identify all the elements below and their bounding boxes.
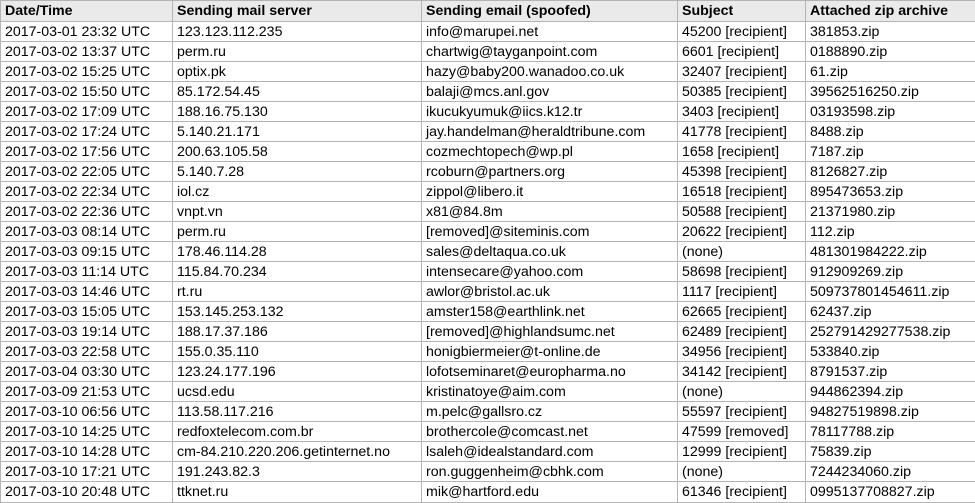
cell-subject: 3403 [recipient] — [678, 102, 806, 122]
cell-subject: 47599 [removed] — [678, 422, 806, 442]
cell-sending-email: honigbiermeier@t-online.de — [422, 342, 678, 362]
cell-zip-archive: 944862394.zip — [806, 382, 975, 402]
cell-mail-server: ttknet.ru — [173, 482, 422, 503]
cell-mail-server: 123.123.112.235 — [173, 22, 422, 42]
table-row — [1, 142, 975, 162]
cell-mail-server: optix.pk — [173, 62, 422, 82]
cell-mail-server: 188.17.37.186 — [173, 322, 422, 342]
cell-sending-email: [removed]@highlandsumc.net — [422, 322, 678, 342]
table-row — [1, 262, 975, 282]
cell-mail-server: 115.84.70.234 — [173, 262, 422, 282]
cell-date-time: 2017-03-02 22:05 UTC — [1, 162, 173, 182]
cell-date-time: 2017-03-04 03:30 UTC — [1, 362, 173, 382]
cell-date-time: 2017-03-09 21:53 UTC — [1, 382, 173, 402]
cell-date-time: 2017-03-10 06:56 UTC — [1, 402, 173, 422]
cell-subject: 6601 [recipient] — [678, 42, 806, 62]
cell-subject: 34956 [recipient] — [678, 342, 806, 362]
table-header — [1, 1, 975, 22]
cell-date-time: 2017-03-02 17:56 UTC — [1, 142, 173, 162]
cell-subject: 1117 [recipient] — [678, 282, 806, 302]
cell-zip-archive: 912909269.zip — [806, 262, 975, 282]
table-row — [1, 242, 975, 262]
header-attached-zip: Attached zip archive — [806, 1, 975, 22]
cell-subject: 55597 [recipient] — [678, 402, 806, 422]
cell-sending-email: mik@hartford.edu — [422, 482, 678, 503]
cell-mail-server: rt.ru — [173, 282, 422, 302]
cell-mail-server: 5.140.21.171 — [173, 122, 422, 142]
cell-zip-archive: 895473653.zip — [806, 182, 975, 202]
cell-zip-archive: 533840.zip — [806, 342, 975, 362]
cell-sending-email: sales@deltaqua.co.uk — [422, 242, 678, 262]
cell-sending-email: amster158@earthlink.net — [422, 302, 678, 322]
cell-subject: 34142 [recipient] — [678, 362, 806, 382]
cell-zip-archive: 0995137708827.zip — [806, 482, 975, 503]
cell-date-time: 2017-03-03 14:46 UTC — [1, 282, 173, 302]
table-row — [1, 442, 975, 462]
cell-mail-server: perm.ru — [173, 42, 422, 62]
cell-mail-server: 5.140.7.28 — [173, 162, 422, 182]
cell-date-time: 2017-03-03 09:15 UTC — [1, 242, 173, 262]
cell-zip-archive: 75839.zip — [806, 442, 975, 462]
cell-subject: (none) — [678, 242, 806, 262]
cell-zip-archive: 94827519898.zip — [806, 402, 975, 422]
cell-date-time: 2017-03-10 14:28 UTC — [1, 442, 173, 462]
header-sending-mail-server: Sending mail server — [173, 1, 422, 22]
cell-sending-email: info@marupei.net — [422, 22, 678, 42]
cell-mail-server: 155.0.35.110 — [173, 342, 422, 362]
cell-sending-email: m.pelc@gallsro.cz — [422, 402, 678, 422]
cell-zip-archive: 7187.zip — [806, 142, 975, 162]
table-row — [1, 82, 975, 102]
cell-zip-archive: 21371980.zip — [806, 202, 975, 222]
cell-sending-email: ikucukyumuk@iics.k12.tr — [422, 102, 678, 122]
table-row — [1, 182, 975, 202]
cell-mail-server: 200.63.105.58 — [173, 142, 422, 162]
table-row — [1, 222, 975, 242]
table-row — [1, 162, 975, 182]
cell-sending-email: ron.guggenheim@cbhk.com — [422, 462, 678, 482]
cell-mail-server: perm.ru — [173, 222, 422, 242]
cell-subject: (none) — [678, 462, 806, 482]
cell-sending-email: brothercole@comcast.net — [422, 422, 678, 442]
table-row — [1, 102, 975, 122]
cell-mail-server: cm-84.210.220.206.getinternet.no — [173, 442, 422, 462]
cell-sending-email: [removed]@siteminis.com — [422, 222, 678, 242]
cell-mail-server: 188.16.75.130 — [173, 102, 422, 122]
cell-zip-archive: 39562516250.zip — [806, 82, 975, 102]
table-row — [1, 282, 975, 302]
cell-date-time: 2017-03-02 13:37 UTC — [1, 42, 173, 62]
cell-subject: 32407 [recipient] — [678, 62, 806, 82]
table-row — [1, 482, 975, 503]
table-row — [1, 122, 975, 142]
cell-subject: 1658 [recipient] — [678, 142, 806, 162]
cell-zip-archive: 62437.zip — [806, 302, 975, 322]
cell-date-time: 2017-03-10 20:48 UTC — [1, 482, 173, 503]
cell-subject: 61346 [recipient] — [678, 482, 806, 503]
cell-zip-archive: 03193598.zip — [806, 102, 975, 122]
cell-subject: 45200 [recipient] — [678, 22, 806, 42]
cell-date-time: 2017-03-03 19:14 UTC — [1, 322, 173, 342]
cell-subject: 58698 [recipient] — [678, 262, 806, 282]
cell-subject: 16518 [recipient] — [678, 182, 806, 202]
cell-date-time: 2017-03-03 08:14 UTC — [1, 222, 173, 242]
cell-subject: 50385 [recipient] — [678, 82, 806, 102]
cell-subject: 62489 [recipient] — [678, 322, 806, 342]
cell-mail-server: 123.24.177.196 — [173, 362, 422, 382]
cell-mail-server: 153.145.253.132 — [173, 302, 422, 322]
table-row — [1, 422, 975, 442]
cell-zip-archive: 252791429277538.zip — [806, 322, 975, 342]
table-row — [1, 62, 975, 82]
header-sending-email: Sending email (spoofed) — [422, 1, 678, 22]
table-row — [1, 202, 975, 222]
cell-date-time: 2017-03-10 17:21 UTC — [1, 462, 173, 482]
cell-date-time: 2017-03-02 22:36 UTC — [1, 202, 173, 222]
cell-mail-server: 113.58.117.216 — [173, 402, 422, 422]
cell-subject: 20622 [recipient] — [678, 222, 806, 242]
cell-sending-email: awlor@bristol.ac.uk — [422, 282, 678, 302]
cell-subject: 41778 [recipient] — [678, 122, 806, 142]
cell-sending-email: zippol@libero.it — [422, 182, 678, 202]
header-subject: Subject — [678, 1, 806, 22]
cell-zip-archive: 509737801454611.zip — [806, 282, 975, 302]
cell-date-time: 2017-03-02 22:34 UTC — [1, 182, 173, 202]
cell-zip-archive: 0188890.zip — [806, 42, 975, 62]
cell-date-time: 2017-03-02 15:50 UTC — [1, 82, 173, 102]
cell-sending-email: lofotseminaret@europharma.no — [422, 362, 678, 382]
cell-date-time: 2017-03-02 17:24 UTC — [1, 122, 173, 142]
cell-mail-server: ucsd.edu — [173, 382, 422, 402]
cell-subject: 12999 [recipient] — [678, 442, 806, 462]
cell-sending-email: hazy@baby200.wanadoo.co.uk — [422, 62, 678, 82]
cell-sending-email: intensecare@yahoo.com — [422, 262, 678, 282]
cell-date-time: 2017-03-10 14:25 UTC — [1, 422, 173, 442]
table-row — [1, 22, 975, 42]
table-row — [1, 382, 975, 402]
table-body — [1, 22, 975, 503]
cell-zip-archive: 381853.zip — [806, 22, 975, 42]
cell-subject: 45398 [recipient] — [678, 162, 806, 182]
cell-zip-archive: 8791537.zip — [806, 362, 975, 382]
cell-zip-archive: 7244234060.zip — [806, 462, 975, 482]
header-row — [1, 1, 975, 22]
cell-date-time: 2017-03-01 23:32 UTC — [1, 22, 173, 42]
table-row — [1, 342, 975, 362]
table-row — [1, 42, 975, 62]
cell-mail-server: 178.46.114.28 — [173, 242, 422, 262]
table-row — [1, 302, 975, 322]
cell-zip-archive: 8488.zip — [806, 122, 975, 142]
cell-mail-server: 85.172.54.45 — [173, 82, 422, 102]
cell-mail-server: vnpt.vn — [173, 202, 422, 222]
cell-mail-server: iol.cz — [173, 182, 422, 202]
cell-mail-server: redfoxtelecom.com.br — [173, 422, 422, 442]
cell-sending-email: lsaleh@idealstandard.com — [422, 442, 678, 462]
cell-zip-archive: 61.zip — [806, 62, 975, 82]
cell-zip-archive: 112.zip — [806, 222, 975, 242]
cell-subject: 62665 [recipient] — [678, 302, 806, 322]
cell-sending-email: balaji@mcs.anl.gov — [422, 82, 678, 102]
cell-date-time: 2017-03-02 17:09 UTC — [1, 102, 173, 122]
table-row — [1, 402, 975, 422]
table-row — [1, 362, 975, 382]
cell-sending-email: x81@84.8m — [422, 202, 678, 222]
header-date-time: Date/Time — [1, 1, 173, 22]
cell-date-time: 2017-03-03 11:14 UTC — [1, 262, 173, 282]
cell-zip-archive: 78117788.zip — [806, 422, 975, 442]
cell-subject: (none) — [678, 382, 806, 402]
cell-sending-email: jay.handelman@heraldtribune.com — [422, 122, 678, 142]
cell-sending-email: cozmechtopech@wp.pl — [422, 142, 678, 162]
cell-sending-email: chartwig@tayganpoint.com — [422, 42, 678, 62]
table-row — [1, 322, 975, 342]
cell-date-time: 2017-03-03 15:05 UTC — [1, 302, 173, 322]
cell-mail-server: 191.243.82.3 — [173, 462, 422, 482]
cell-date-time: 2017-03-02 15:25 UTC — [1, 62, 173, 82]
cell-zip-archive: 481301984222.zip — [806, 242, 975, 262]
cell-sending-email: kristinatoye@aim.com — [422, 382, 678, 402]
cell-date-time: 2017-03-03 22:58 UTC — [1, 342, 173, 362]
table-row — [1, 462, 975, 482]
cell-subject: 50588 [recipient] — [678, 202, 806, 222]
cell-zip-archive: 8126827.zip — [806, 162, 975, 182]
cell-sending-email: rcoburn@partners.org — [422, 162, 678, 182]
